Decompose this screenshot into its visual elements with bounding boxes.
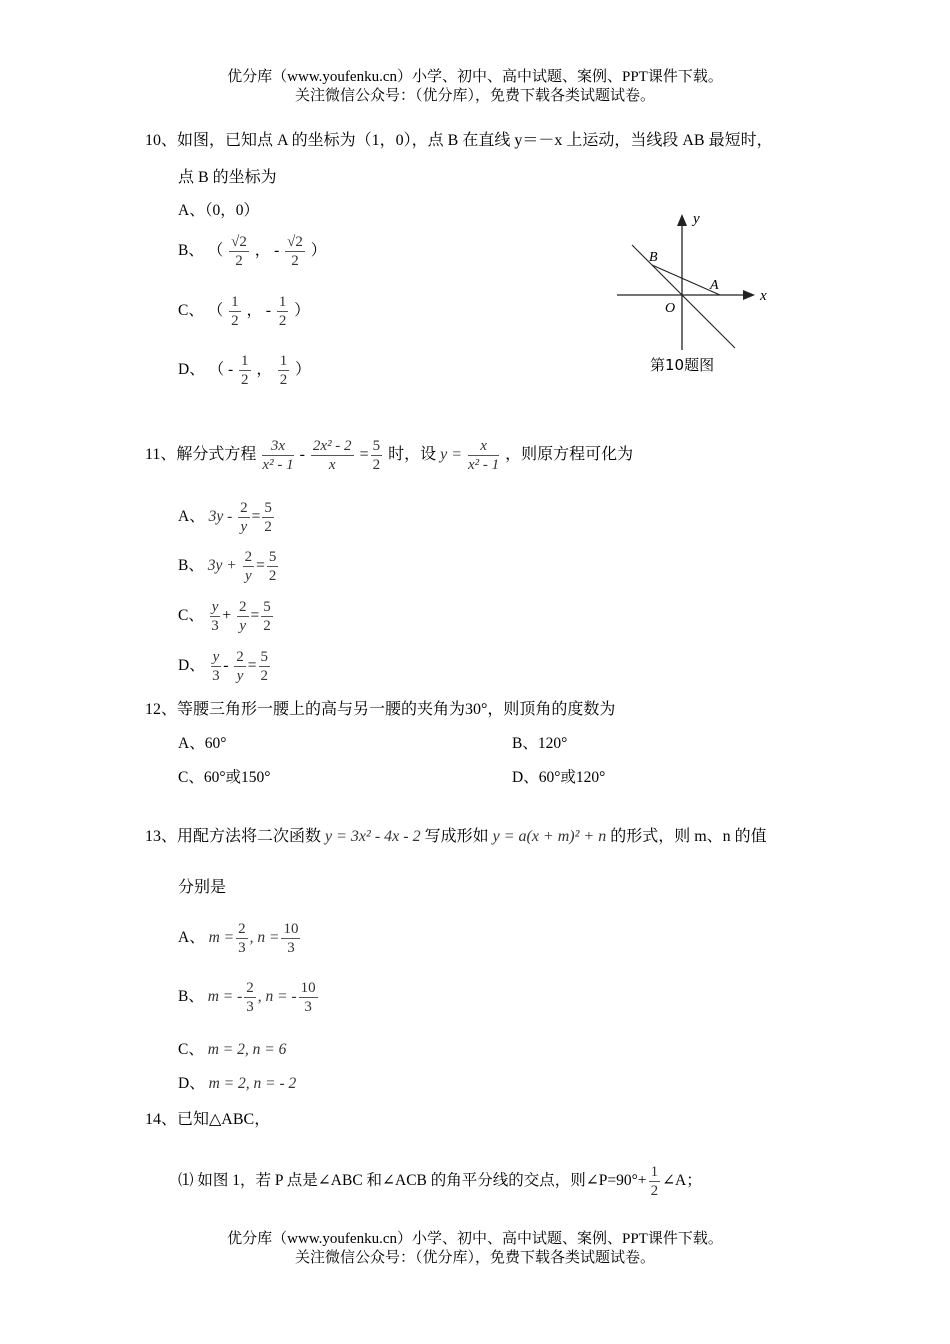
q10-option-d: D、 （ - $\frac{1}{2}$ ， $\frac{1}{2}$ ） (178, 353, 311, 388)
q11-stem: 11、解分式方程 $\frac{3x}{\text{x² - 1}}$ - $\frac{\text{2x² - 2}}{x}$ = $\frac{5}{2}$ 时，设 y = $\frac{x}{\text{x² - 1}}$ ，则原方程可化为 (145, 438, 634, 473)
y-axis-label: y (693, 211, 700, 227)
header-line-1: 优分库（www.youfenku.cn）小学、初中、高中试题、案例、PPT课件下载。 (227, 69, 723, 85)
q10-stem-line2: 点 B 的坐标为 (178, 169, 277, 186)
figure-caption: 第10题图 (650, 356, 715, 374)
q13-option-b: B、 m = - $\frac{2}{3}$ , n = - $\frac{10}{3}$ (178, 980, 316, 1015)
q11-option-d: D、 $\frac{y}{3}$ - $\frac{2}{y}$ = $\frac{5}{2}$ (178, 649, 269, 684)
q10-stem-line1: 10、如图，已知点 A 的坐标为（1，0），点 B 在直线 y＝－x 上运动，当线段 AB 最短时， (145, 132, 773, 149)
q10-option-b: B、 （ $\frac{√2}{2}$ ， - $\frac{√2}{2}$ ） (178, 234, 327, 269)
q13-option-c: C、 m = 2, n = 6 (178, 1041, 287, 1058)
q13-option-a: A、 m = $\frac{2}{3}$ , n = $\frac{10}{3}$ (178, 921, 299, 956)
q12-option-a: A、60° (178, 735, 227, 752)
q12-option-c: C、60°或150° (178, 769, 271, 786)
q12-option-d: D、60°或120° (512, 769, 606, 786)
footer-line-2: 关注微信公众号：（优分库），免费下载各类试题试卷。 (294, 1250, 655, 1266)
q13-option-d: D、 m = 2, n = - 2 (178, 1075, 297, 1092)
point-b-label: B (649, 250, 658, 265)
origin-label: O (665, 301, 676, 316)
q13-stem-line2: 分别是 (178, 879, 227, 896)
q10-option-a: A、（0，0） (178, 202, 259, 219)
line-y-eq-neg-x (632, 245, 735, 348)
q14-stem: 14、已知△ABC， (145, 1111, 271, 1128)
header-line-2: 关注微信公众号：（优分库），免费下载各类试题试卷。 (294, 88, 655, 104)
x-axis-label: x (760, 288, 767, 304)
q13-stem-line1: 13、用配方法将二次函数 y = 3x² - 4x - 2 写成形如 y = a(x + m)² + n 的形式，则 m、n 的值 (145, 828, 767, 845)
q11-option-c: C、 $\frac{y}{3}$ + $\frac{2}{y}$ = $\frac{5}{2}$ (178, 599, 271, 634)
q11-option-a: A、 3y - $\frac{2}{y}$ = $\frac{5}{2}$ (178, 500, 272, 535)
point-a-label: A (710, 278, 719, 293)
q11-option-b: B、 3y + $\frac{2}{y}$ = $\frac{5}{2}$ (178, 549, 277, 584)
q12-stem: 12、等腰三角形一腰上的高与另一腰的夹角为30°，则顶角的度数为 (145, 701, 616, 718)
footer-line-1: 优分库（www.youfenku.cn）小学、初中、高中试题、案例、PPT课件下载。 (227, 1231, 723, 1247)
x-axis-arrow (743, 290, 755, 300)
y-axis-arrow (677, 214, 687, 226)
q12-option-b: B、120° (512, 735, 568, 752)
q10-option-c: C、 （ $\frac{1}{2}$ ， - $\frac{1}{2}$ ） (178, 294, 310, 329)
q14-part1: ⑴ 如图 1，若 P 点是∠ABC 和∠ACB 的角平分线的交点，则∠P=90°+ $\frac{1}{2}$ ∠A； (178, 1164, 702, 1199)
q10-figure (615, 208, 775, 378)
